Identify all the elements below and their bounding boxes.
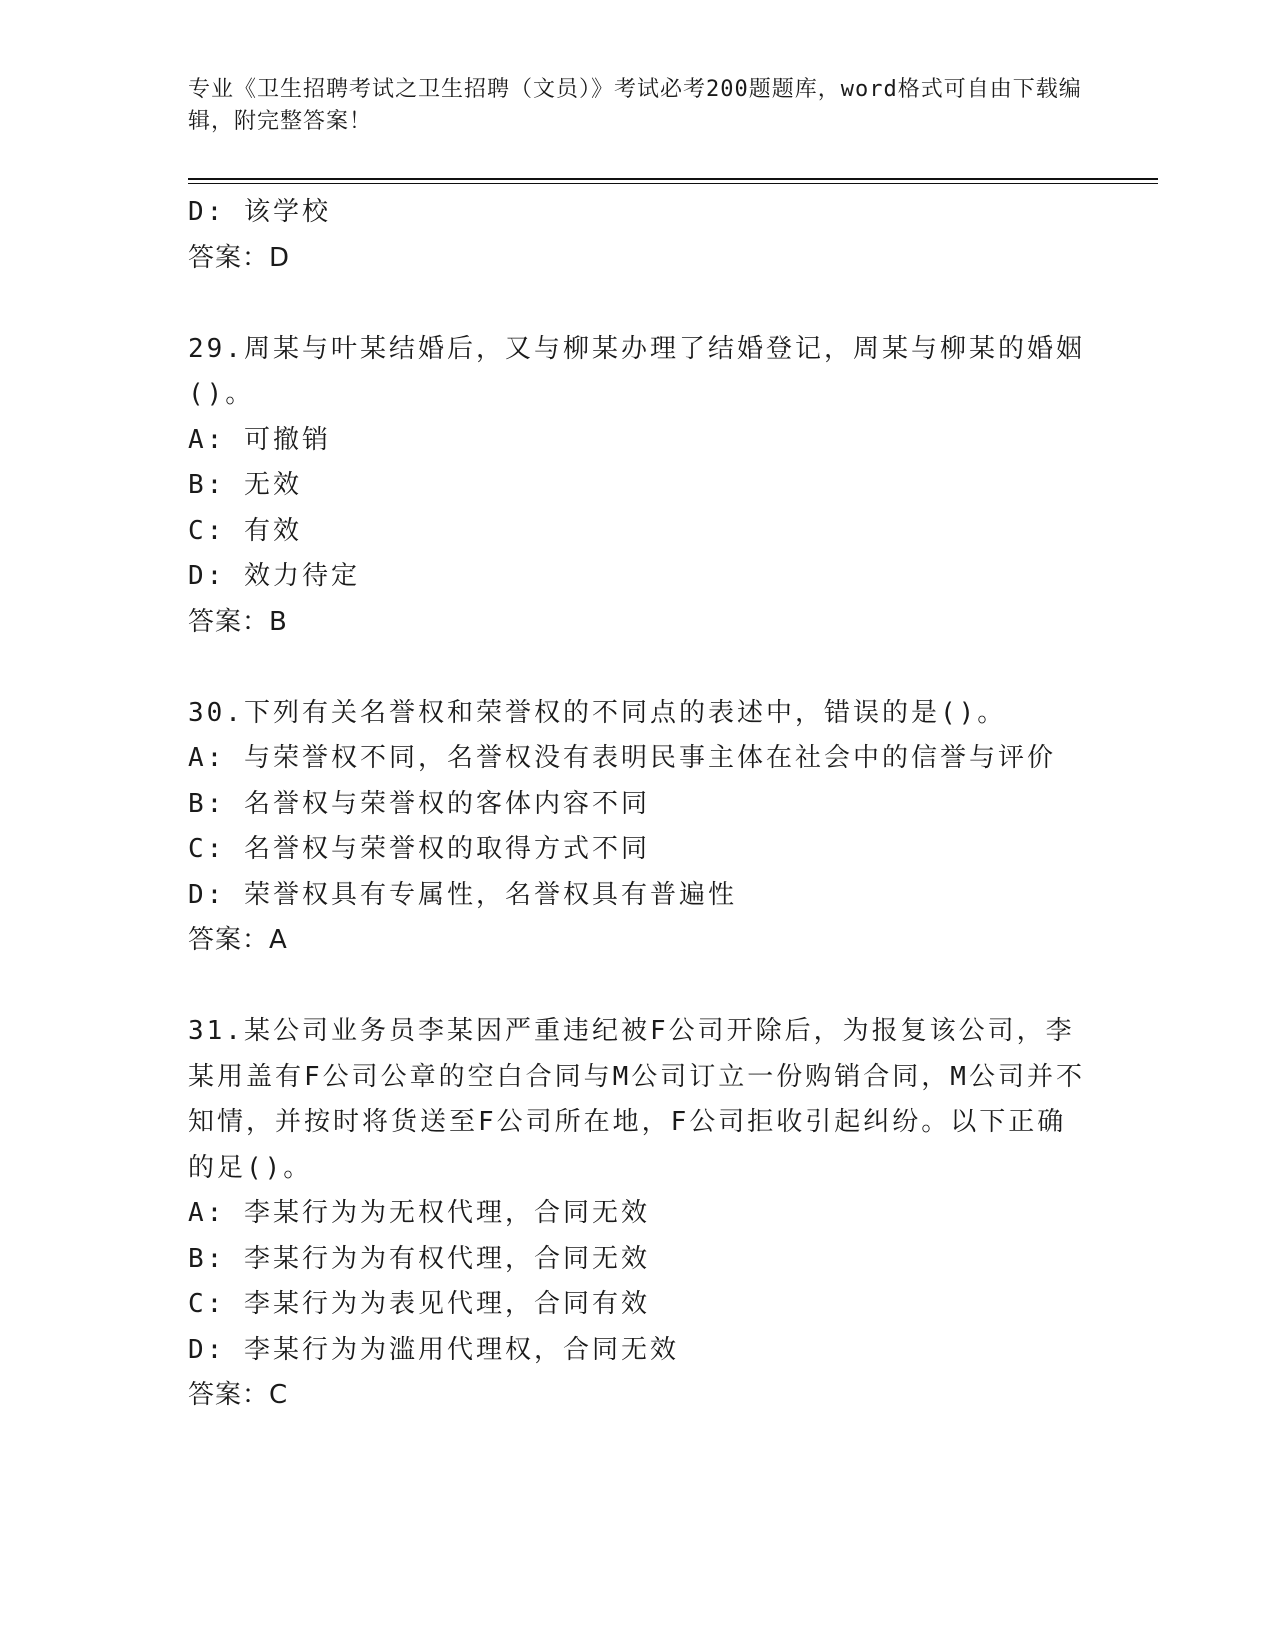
header-divider-thick — [188, 178, 1158, 180]
header-divider-thin — [188, 183, 1158, 184]
question-28-tail — [188, 190, 1088, 281]
option-letter: A: — [188, 424, 226, 455]
option-text: 名誉权与荣誉权的客体内容不同 — [243, 788, 650, 819]
option-a — [188, 1191, 1088, 1237]
option-letter: C: — [188, 515, 226, 546]
answer-line: 答案：C — [188, 1380, 289, 1410]
option-d — [188, 1328, 1088, 1374]
spacer — [188, 281, 1088, 327]
option-a — [188, 418, 1088, 464]
spacer — [188, 964, 1088, 1010]
option-text: 名誉权与荣誉权的取得方式不同 — [243, 834, 650, 864]
question-29 — [188, 327, 1088, 646]
option-d — [188, 873, 1088, 919]
answer-line: 答案：B — [188, 606, 288, 637]
option-b — [188, 1237, 1088, 1283]
option-d — [188, 190, 1088, 236]
option-text: 李某行为为表见代理，合同有效 — [243, 1289, 650, 1319]
option-letter: D: — [188, 561, 226, 591]
question-30 — [188, 691, 1088, 964]
option-text: 可撤销 — [243, 424, 331, 455]
option-b — [188, 463, 1088, 509]
question-stem: 29.周某与叶某结婚后，又与柳某办理了结婚登记，周某与柳某的婚姻()。 — [188, 333, 1085, 409]
option-c — [188, 509, 1088, 555]
question-stem: 31.某公司业务员李某因严重违纪被F公司开除后，为报复该公司，李某用盖有F公司公章的空白合同与M公司订立一份购销合同，M公司并不知情，并按时将货送至F公司所在地，F公司拒收引起纠纷。以下正确的足()。 — [188, 1016, 1085, 1183]
option-a — [188, 736, 1088, 782]
answer-line: 答案：D — [188, 242, 291, 273]
option-letter: A: — [188, 1198, 226, 1228]
option-letter: D: — [188, 879, 226, 910]
option-letter: B: — [188, 788, 226, 819]
option-b — [188, 782, 1088, 828]
option-letter: D: — [188, 1334, 226, 1365]
option-text: 李某行为为滥用代理权，合同无效 — [243, 1334, 679, 1365]
option-text: 李某行为为有权代理，合同无效 — [243, 1243, 650, 1274]
question-list — [188, 190, 1088, 1419]
option-text: 有效 — [243, 515, 302, 546]
option-letter: C: — [188, 1289, 226, 1319]
spacer — [188, 645, 1088, 691]
option-letter: A: — [188, 743, 226, 773]
option-c — [188, 827, 1088, 873]
option-letter: B: — [188, 1243, 226, 1274]
option-letter: C: — [188, 834, 226, 864]
option-text: 与荣誉权不同，名誉权没有表明民事主体在社会中的信誉与评价 — [243, 743, 1056, 773]
option-text: 效力待定 — [243, 561, 360, 591]
option-letter: B: — [188, 470, 226, 500]
option-text: 无效 — [243, 470, 302, 500]
option-text: 荣誉权具有专属性，名誉权具有普遍性 — [243, 879, 737, 910]
option-letter: D: — [188, 197, 226, 227]
option-text: 李某行为为无权代理，合同无效 — [243, 1198, 650, 1228]
question-31 — [188, 1009, 1088, 1419]
option-text: 该学校 — [243, 197, 331, 227]
answer-line: 答案：A — [188, 925, 288, 955]
question-stem: 30.下列有关名誉权和荣誉权的不同点的表述中，错误的是()。 — [188, 697, 1007, 728]
option-c — [188, 1282, 1088, 1328]
page-header: 专业《卫生招聘考试之卫生招聘（文员）》考试必考200题题库，word格式可自由下载编辑，附完整答案！ — [188, 77, 1082, 134]
option-d — [188, 554, 1088, 600]
